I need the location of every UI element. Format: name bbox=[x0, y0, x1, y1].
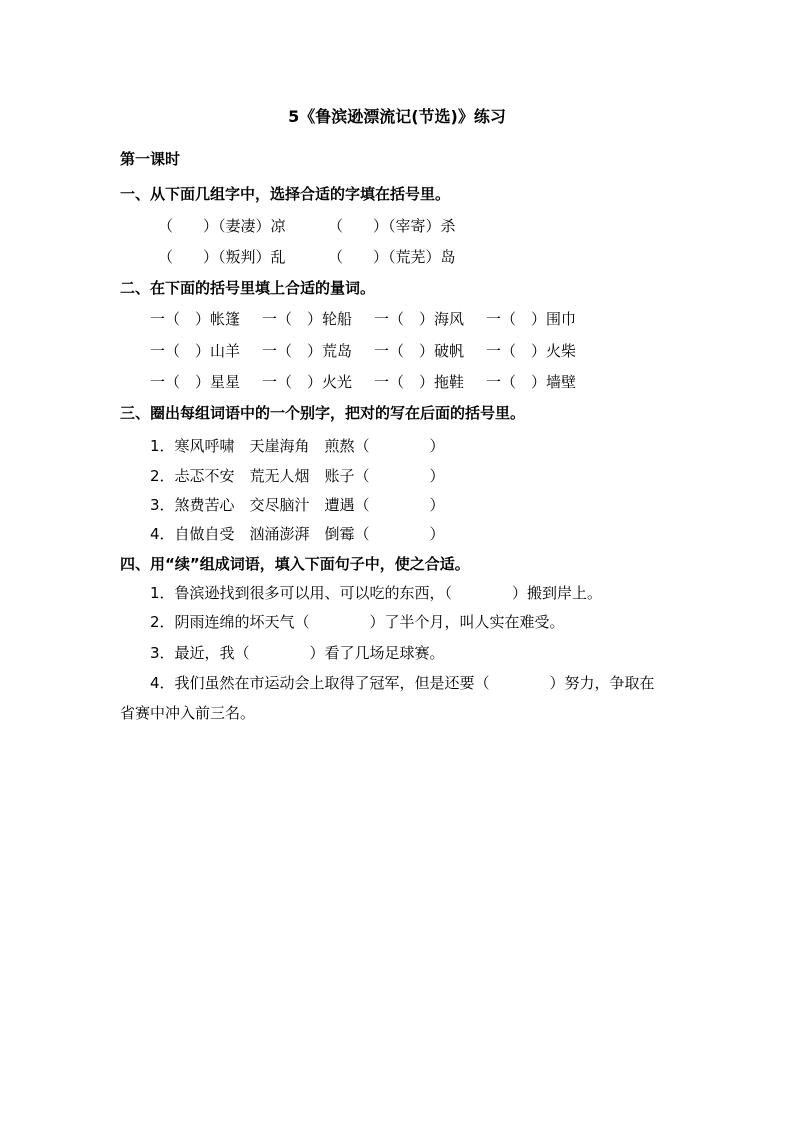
page-title: 5《鲁滨逊漂流记(节选)》练习 bbox=[288, 107, 506, 126]
s4-item-continuation: 省赛中冲入前三名。 bbox=[120, 704, 256, 722]
s3-item: 2．忐忑不安 荒无人烟 账子（ ） bbox=[150, 467, 445, 485]
section-4-heading: 四、用“续”组成词语，填入下面句子中，使之合适。 bbox=[120, 555, 470, 573]
section-2-heading: 二、在下面的括号里填上合适的量词。 bbox=[120, 279, 376, 297]
s2-item: 一（ ）拖鞋 bbox=[374, 373, 465, 391]
lesson-heading: 第一课时 bbox=[120, 150, 181, 168]
s3-item: 1．寒风呼啸 天崖海角 煎熬（ ） bbox=[150, 437, 445, 455]
s2-item: 一（ ）破帆 bbox=[374, 342, 465, 360]
s4-item: 2．阴雨连绵的坏天气（ ）了半个月，叫人实在难受。 bbox=[150, 613, 565, 631]
s2-item: 一（ ）火柴 bbox=[486, 342, 577, 360]
s2-item: 一（ ）山羊 bbox=[150, 342, 241, 360]
s2-item: 一（ ）围巾 bbox=[486, 310, 577, 328]
s4-item: 1．鲁滨逊找到很多可以用、可以吃的东西，（ ）搬到岸上。 bbox=[150, 584, 603, 602]
s4-item: 4．我们虽然在市运动会上取得了冠军，但是还要（ ）努力，争取在 bbox=[150, 674, 655, 692]
s4-item: 3．最近，我（ ）看了几场足球赛。 bbox=[150, 644, 445, 662]
s3-item: 4．自做自受 汹涌澎湃 倒霉（ ） bbox=[150, 525, 445, 543]
s2-item: 一（ ）火光 bbox=[262, 373, 353, 391]
s2-item: 一（ ）星星 bbox=[150, 373, 241, 391]
s2-item: 一（ ）墙壁 bbox=[486, 373, 577, 391]
s1-item: （ ）（荒芜）岛 bbox=[328, 248, 456, 266]
s1-item: （ ）（宰寄）杀 bbox=[328, 217, 456, 235]
s2-item: 一（ ）帐篷 bbox=[150, 310, 241, 328]
s2-item: 一（ ）荒岛 bbox=[262, 342, 353, 360]
s2-item: 一（ ）海风 bbox=[374, 310, 465, 328]
section-1-heading: 一、从下面几组字中，选择合适的字填在括号里。 bbox=[120, 185, 451, 203]
s1-item: （ ）（叛判）乱 bbox=[158, 248, 286, 266]
section-3-heading: 三、圈出每组词语中的一个别字，把对的写在后面的括号里。 bbox=[120, 404, 526, 422]
s2-item: 一（ ）轮船 bbox=[262, 310, 353, 328]
s1-item: （ ）（妻凄）凉 bbox=[158, 217, 286, 235]
s3-item: 3．煞费苦心 交尽脑汁 遭遇（ ） bbox=[150, 496, 445, 514]
